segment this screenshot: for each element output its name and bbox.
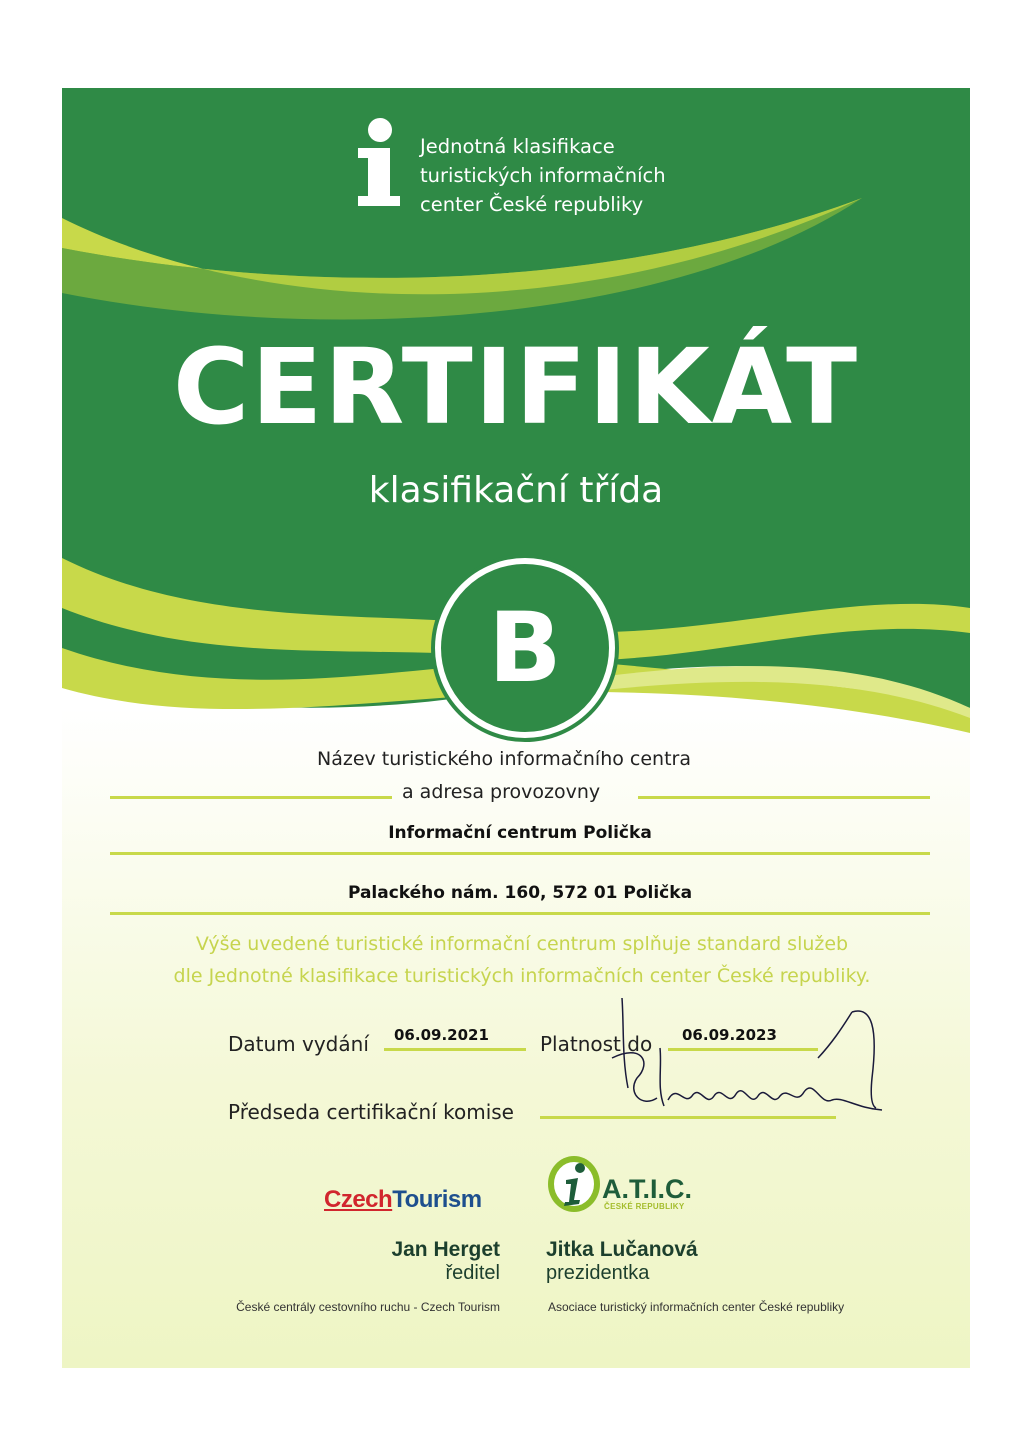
- issue-date-value: 06.09.2021: [394, 1026, 489, 1044]
- valid-until-label: Platnost do: [540, 1032, 653, 1056]
- atic-logo-text: A.T.I.C.: [602, 1174, 693, 1204]
- header-line-1: Jednotná klasifikace: [420, 135, 615, 158]
- header-line-2: turistických informačních: [420, 164, 666, 187]
- class-badge: [435, 558, 615, 738]
- issue-date-label: Datum vydání: [228, 1032, 369, 1056]
- standard-line-1: Výše uvedené turistické informační centrum splňuje standard služeb: [195, 933, 849, 955]
- name-label-left-line: [110, 796, 392, 799]
- czechtourism-logo-czech: Czech: [324, 1186, 393, 1213]
- center-address: Palackého nám. 160, 572 01 Polička: [347, 883, 693, 903]
- issue-date-line: [384, 1048, 526, 1051]
- right-signatory-org: Asociace turistický informačních center České republiky: [548, 1300, 845, 1314]
- center-name: Informační centrum Polička: [388, 823, 652, 843]
- czechtourism-logo-tourism: Tourism: [392, 1186, 482, 1213]
- certificate-title: CERTIFIKÁT: [172, 326, 860, 448]
- standard-statement: [102, 928, 942, 992]
- left-signatory-name: Jan Herget: [391, 1238, 500, 1261]
- atic-logo-subtitle: ČESKÉ REPUBLIKY: [604, 1202, 685, 1211]
- certificate-subtitle: klasifikační třída: [368, 470, 664, 511]
- atic-logo-icon: [544, 1148, 604, 1216]
- valid-until-value: 06.09.2023: [682, 1026, 777, 1044]
- right-signatory: [546, 1238, 698, 1285]
- left-signatory-role: ředitel: [445, 1262, 500, 1284]
- handwritten-signature: [602, 988, 902, 1148]
- name-label-right-line: [638, 796, 930, 799]
- class-letter: B: [488, 592, 562, 704]
- chair-label: Předseda certifikační komise: [228, 1100, 514, 1124]
- info-i-icon: [354, 118, 402, 208]
- classification-header: [420, 132, 666, 219]
- czechtourism-logo: [324, 1186, 482, 1214]
- left-signatory: [300, 1238, 500, 1285]
- name-label-line-1: Název turistického informačního centra: [317, 748, 691, 770]
- left-signatory-org: České centrály cestovního ruchu - Czech Tourism: [236, 1300, 500, 1314]
- standard-line-2: dle Jednotné klasifikace turistických informačních center České republiky.: [173, 965, 871, 987]
- center-address-line: [110, 912, 930, 915]
- name-label-line-2: a adresa provozovny: [402, 781, 601, 803]
- header-line-3: center České republiky: [420, 193, 644, 216]
- certificate: [62, 88, 970, 1368]
- right-signatory-name: Jitka Lučanová: [546, 1238, 698, 1261]
- center-name-line: [110, 852, 930, 855]
- right-signatory-role: prezidentka: [546, 1262, 650, 1284]
